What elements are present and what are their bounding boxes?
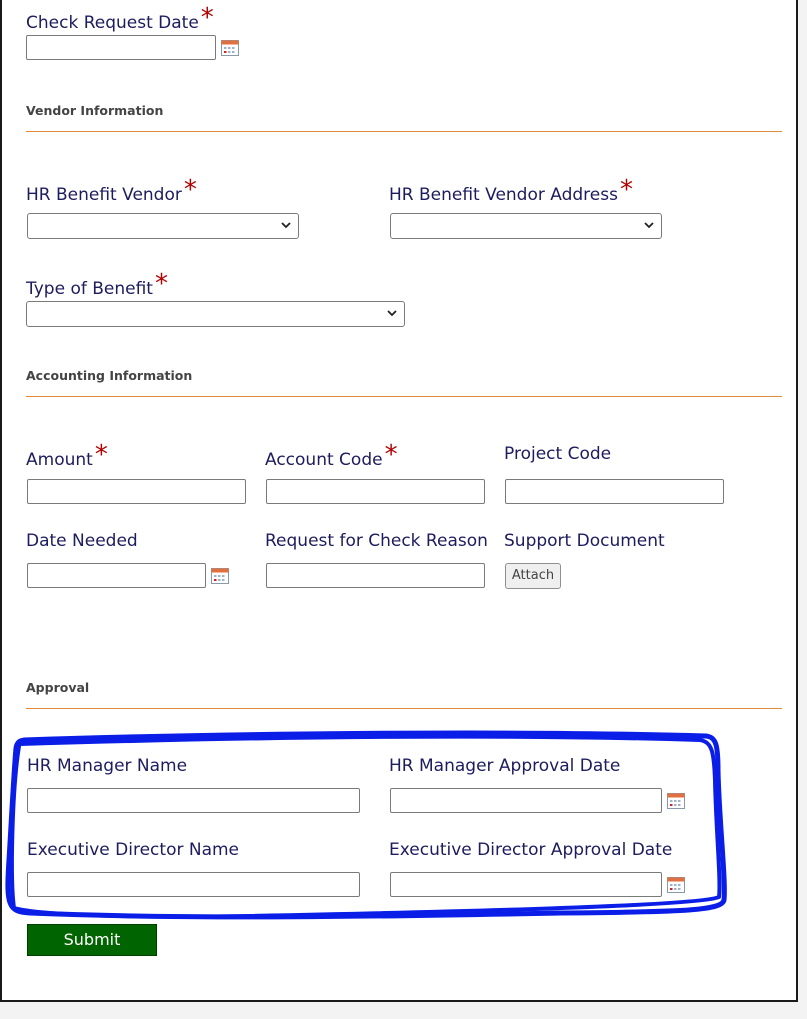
required-mark: * (384, 440, 398, 470)
calendar-icon[interactable] (667, 792, 685, 809)
type-of-benefit-label: Type of Benefit* (26, 269, 168, 299)
account-code-input[interactable] (266, 479, 485, 504)
required-mark: * (619, 175, 633, 205)
chevron-down-icon (643, 218, 655, 232)
section-divider (26, 131, 782, 132)
chevron-down-icon (386, 306, 398, 320)
vendor-section-title: Vendor Information (26, 103, 164, 118)
project-code-input[interactable] (505, 479, 724, 504)
submit-button[interactable]: Submit (27, 924, 157, 956)
required-mark: * (183, 175, 197, 205)
required-mark: * (94, 440, 108, 470)
hr-manager-name-label: HR Manager Name (27, 756, 188, 776)
attach-button[interactable]: Attach (505, 563, 561, 589)
executive-director-approval-date-label: Executive Director Approval Date (389, 840, 673, 860)
type-of-benefit-select[interactable] (26, 301, 405, 327)
check-request-date-label: Check Request Date* (26, 3, 214, 33)
hr-manager-approval-date-input[interactable] (390, 788, 662, 813)
executive-director-name-label: Executive Director Name (27, 840, 240, 860)
project-code-label: Project Code (504, 444, 612, 464)
request-reason-input[interactable] (266, 563, 485, 588)
request-reason-label: Request for Check Reason (265, 531, 488, 551)
hr-benefit-vendor-label: HR Benefit Vendor* (26, 175, 197, 205)
calendar-icon[interactable] (211, 567, 229, 584)
hr-manager-name-input[interactable] (27, 788, 360, 813)
executive-director-name-input[interactable] (27, 872, 360, 897)
hr-benefit-vendor-address-select[interactable] (390, 213, 662, 239)
hr-manager-approval-date-label: HR Manager Approval Date (389, 756, 621, 776)
support-document-label: Support Document (504, 531, 665, 551)
hr-benefit-vendor-address-label: HR Benefit Vendor Address* (389, 175, 633, 205)
required-mark: * (200, 3, 214, 33)
date-needed-input[interactable] (27, 563, 206, 588)
approval-section-title: Approval (26, 680, 90, 695)
check-request-date-input[interactable] (26, 35, 216, 60)
accounting-section-title: Accounting Information (26, 368, 193, 383)
date-needed-label: Date Needed (26, 531, 138, 551)
chevron-down-icon (280, 218, 292, 232)
calendar-icon[interactable] (667, 876, 685, 893)
account-code-label: Account Code* (265, 440, 398, 470)
executive-director-approval-date-input[interactable] (390, 872, 662, 897)
section-divider (26, 396, 782, 397)
section-divider (26, 708, 782, 709)
required-mark: * (154, 269, 168, 299)
amount-label: Amount* (26, 440, 108, 470)
calendar-icon[interactable] (221, 39, 239, 56)
hr-benefit-vendor-select[interactable] (27, 213, 299, 239)
amount-input[interactable] (27, 479, 246, 504)
